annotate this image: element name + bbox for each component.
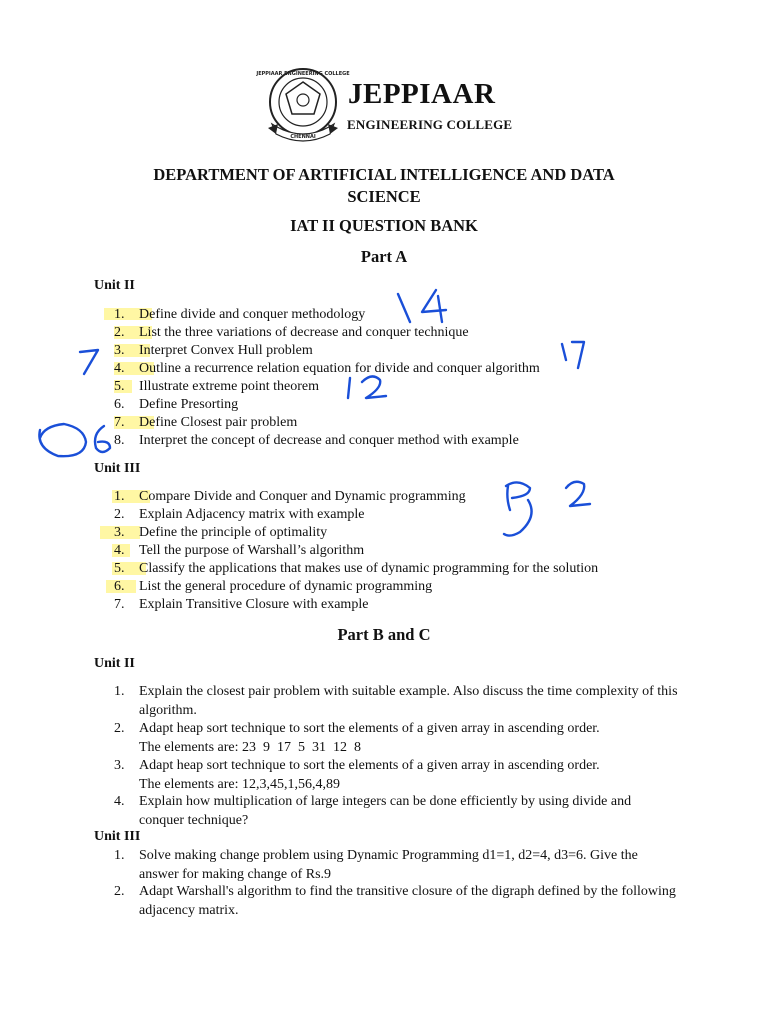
list-item: 2. Adapt Warshall's algorithm to find the transitive closure of the digraph defined by the following adjacency matrix.: [114, 884, 676, 918]
list-item: 1. Define divide and conquer methodology: [114, 307, 366, 322]
list-item: 4. Explain how multiplication of large integers can be done efficiently by using divide and conquer technique?: [114, 794, 632, 828]
part-a-unit-3-heading: Unit III: [94, 461, 141, 476]
list-item: 3. Interpret Convex Hull problem: [114, 343, 313, 358]
list-item: 1. Solve making change problem using Dynamic Programming d1=1, d2=4, d3=6. Give the answer for making change of Rs.9: [114, 848, 638, 882]
part-a-unit-2-heading: Unit II: [94, 278, 135, 293]
list-item: 4. Tell the purpose of Warshall’s algorithm: [114, 543, 365, 558]
list-item: 8. Interpret the concept of decrease and conquer method with example: [114, 433, 519, 448]
part-bc-unit-2-heading: Unit II: [94, 656, 135, 671]
part-a-heading: Part A: [360, 247, 408, 266]
question-bank-title: IAT II QUESTION BANK: [290, 216, 478, 235]
list-item: 6. List the general procedure of dynamic programming: [114, 579, 433, 594]
college-name: JEPPIAAR: [348, 78, 496, 110]
svg-text:JEPPIAAR ENGINEERING COLLEGE: JEPPIAAR ENGINEERING COLLEGE: [256, 71, 350, 77]
svg-text:CHENNAI: CHENNAI: [290, 134, 316, 140]
list-item: 3. Adapt heap sort technique to sort the elements of a given array in ascending order. The elements are: 12,3,45,1,56,4,89: [114, 758, 600, 792]
college-subtitle: ENGINEERING COLLEGE: [347, 117, 513, 132]
list-item: 5. Illustrate extreme point theorem: [114, 379, 319, 394]
part-bc-unit-3-heading: Unit III: [94, 829, 141, 844]
list-item: 5. Classify the applications that makes use of dynamic programming for the solution: [114, 561, 599, 576]
list-item: 3. Define the principle of optimality: [114, 525, 328, 540]
department-title: DEPARTMENT OF ARTIFICIAL INTELLIGENCE AND DATA SCIENCE: [153, 165, 615, 206]
list-item: 1. Compare Divide and Conquer and Dynamic programming: [114, 489, 466, 504]
list-item: 2. List the three variations of decrease and conquer technique: [114, 325, 469, 340]
list-item: 7. Define Closest pair problem: [114, 415, 298, 430]
list-item: 6. Define Presorting: [114, 397, 239, 412]
list-item: 2. Explain Adjacency matrix with example: [114, 507, 365, 522]
part-bc-heading: Part B and C: [337, 625, 431, 644]
list-item: 1. Explain the closest pair problem with suitable example. Also discuss the time complexity of this algorithm.: [114, 684, 678, 718]
list-item: 7. Explain Transitive Closure with example: [114, 597, 369, 612]
list-item: 4. Outline a recurrence relation equation for divide and conquer algorithm: [114, 361, 540, 376]
list-item: 2. Adapt heap sort technique to sort the elements of a given array in ascending order. The elements are: 23 9 17 5 31 12 8: [114, 721, 600, 755]
